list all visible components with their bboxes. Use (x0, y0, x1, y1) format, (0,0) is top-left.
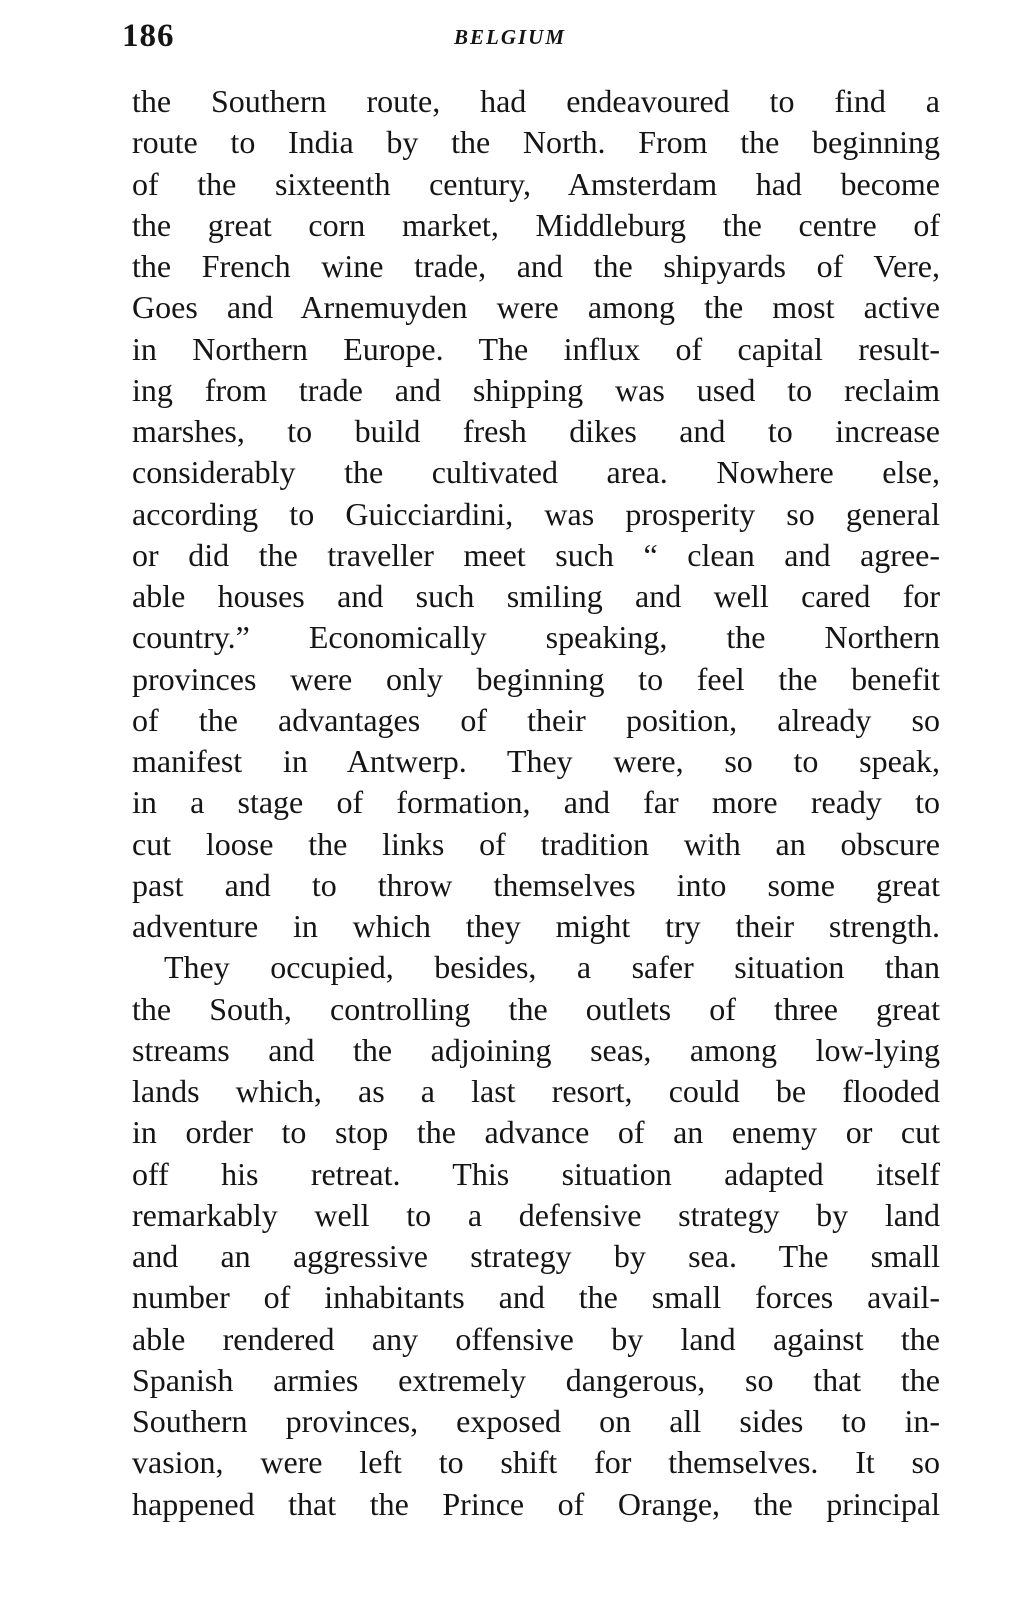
body-text (132, 81, 940, 1525)
text-line: of the advantages of their position, already so (132, 701, 940, 738)
text-line: in order to stop the advance of an enemy or cut (132, 1114, 940, 1151)
text-line: remarkably well to a defensive strategy by land (132, 1196, 940, 1233)
text-line: Southern provinces, exposed on all sides to in- (132, 1403, 940, 1439)
running-head: BELGIUM (453, 25, 567, 49)
text-line: manifest in Antwerp. They were, so to speak, (132, 743, 940, 779)
text-line: streams and the adjoining seas, among low-lying (132, 1031, 940, 1068)
text-line: cut loose the links of tradition with an obscure (132, 825, 940, 862)
text-line: the South, controlling the outlets of three great (132, 990, 940, 1027)
text-line: marshes, to build fresh dikes and to increase (132, 413, 940, 449)
text-line: able houses and such smiling and well cared for (132, 578, 940, 614)
text-line: able rendered any offensive by land against the (132, 1320, 940, 1357)
text-line: the French wine trade, and the shipyards of Vere, (132, 248, 940, 284)
text-line: happened that the Prince of Orange, the principal (132, 1485, 940, 1522)
text-line: past and to throw themselves into some great (132, 866, 940, 903)
text-line: provinces were only beginning to feel the benefit (132, 660, 940, 697)
paragraph (132, 81, 940, 947)
text-line: country.” Economically speaking, the Northern (132, 619, 940, 656)
text-line: the great corn market, Middleburg the centre of (132, 206, 940, 243)
paragraph (132, 947, 940, 1525)
text-line: They occupied, besides, a safer situation than (164, 949, 940, 986)
text-line: off his retreat. This situation adapted itself (132, 1155, 940, 1192)
text-line: vasion, were left to shift for themselves. It so (132, 1444, 940, 1481)
text-line: Spanish armies extremely dangerous, so that the (132, 1361, 940, 1398)
text-line: or did the traveller meet such “ clean and agree- (132, 536, 940, 573)
page-number: 186 (122, 18, 175, 54)
text-line: in Northern Europe. The influx of capital result- (132, 330, 940, 367)
text-line: of the sixteenth century, Amsterdam had become (132, 165, 940, 202)
text-line: in a stage of formation, and far more ready to (132, 784, 940, 821)
text-line: and an aggressive strategy by sea. The small (132, 1238, 940, 1274)
text-line: number of inhabitants and the small forces avail- (132, 1279, 940, 1316)
text-line: adventure in which they might try their strength. (132, 908, 940, 944)
text-line: Goes and Arnemuyden were among the most active (132, 289, 940, 326)
text-line: according to Guicciardini, was prosperity so general (132, 495, 940, 532)
text-line: considerably the cultivated area. Nowhere else, (132, 454, 940, 491)
text-line: lands which, as a last resort, could be flooded (132, 1073, 940, 1109)
text-line: route to India by the North. From the beginning (132, 124, 940, 161)
text-line: ing from trade and shipping was used to reclaim (132, 371, 940, 408)
text-line: the Southern route, had endeavoured to find a (132, 83, 940, 119)
